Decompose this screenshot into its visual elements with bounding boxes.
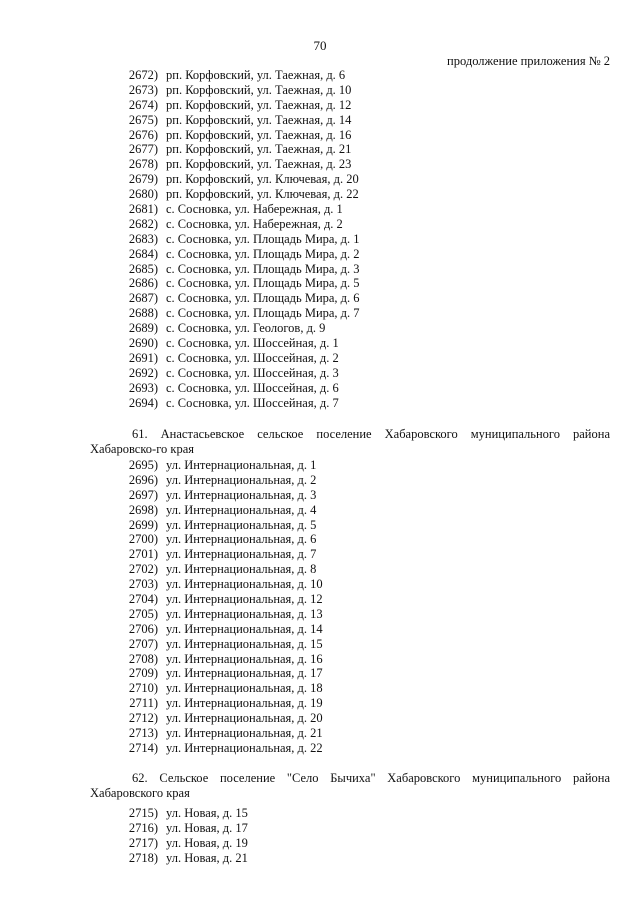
list-item: [90, 622, 323, 637]
list-item: [90, 321, 360, 336]
list-item: [90, 518, 323, 533]
list-item: [90, 113, 360, 128]
item-number: 2718): [128, 850, 158, 865]
appendix-continuation-note: продолжение приложения № 2: [447, 54, 610, 68]
item-number: 2703): [128, 577, 158, 592]
list-item: [90, 473, 323, 488]
item-address: рп. Корфовский, ул. Таежная, д. 14: [166, 112, 352, 127]
address-list-anastasyevskoe: [90, 458, 323, 756]
item-address: ул. Интернациональная, д. 12: [166, 592, 323, 607]
item-number: 2689): [128, 321, 158, 336]
item-number: 2717): [128, 835, 158, 850]
item-address: ул. Интернациональная, д. 21: [166, 726, 323, 741]
list-item: [90, 276, 360, 291]
list-item: [90, 366, 360, 381]
item-number: 2700): [128, 532, 158, 547]
item-number: 2688): [128, 306, 158, 321]
item-number: 2715): [128, 806, 158, 820]
list-item: [90, 851, 248, 866]
item-address: ул. Интернациональная, д. 18: [166, 681, 323, 696]
item-address: с. Сосновка, ул. Шоссейная, д. 2: [166, 350, 339, 365]
item-number: 2690): [128, 336, 158, 351]
item-number: 2678): [128, 157, 158, 172]
list-item: [90, 592, 323, 607]
list-item: [90, 217, 360, 232]
list-item: [90, 637, 323, 652]
item-address: ул. Интернациональная, д. 3: [166, 487, 317, 502]
list-item: [90, 202, 360, 217]
item-address: ул. Новая, д. 21: [166, 850, 248, 865]
item-address: ул. Интернациональная, д. 17: [166, 666, 323, 681]
item-address: рп. Корфовский, ул. Таежная, д. 23: [166, 157, 352, 172]
list-item: [90, 187, 360, 202]
item-number: 2682): [128, 216, 158, 231]
item-number: 2691): [128, 350, 158, 365]
item-address: ул. Новая, д. 15: [166, 806, 248, 820]
item-address: ул. Интернациональная, д. 7: [166, 547, 317, 562]
list-item: [90, 306, 360, 321]
list-item: [90, 458, 323, 473]
item-address: рп. Корфовский, ул. Ключевая, д. 20: [166, 172, 359, 187]
item-number: 2707): [128, 636, 158, 651]
item-number: 2704): [128, 592, 158, 607]
item-number: 2679): [128, 172, 158, 187]
item-address: ул. Интернациональная, д. 19: [166, 696, 323, 711]
section-heading-61: 61. Анастасьевское сельское поселение Хабаровского муниципального района Хабаровско-го края: [90, 427, 610, 456]
list-item: [90, 607, 323, 622]
list-item: [90, 503, 323, 518]
item-number: 2686): [128, 276, 158, 291]
item-number: 2695): [128, 458, 158, 472]
item-address: с. Сосновка, ул. Набережная, д. 1: [166, 202, 343, 217]
list-item: [90, 172, 360, 187]
item-number: 2672): [128, 68, 158, 82]
list-item: [90, 98, 360, 113]
item-address: с. Сосновка, ул. Площадь Мира, д. 7: [166, 306, 360, 321]
list-item: [90, 157, 360, 172]
item-number: 2713): [128, 726, 158, 741]
item-number: 2673): [128, 82, 158, 97]
item-address: ул. Новая, д. 19: [166, 835, 248, 850]
section-heading-62: 62. Сельское поселение "Село Бычиха" Хабаровского муниципального района Хабаровского края: [90, 771, 610, 800]
item-number: 2674): [128, 97, 158, 112]
list-item: [90, 726, 323, 741]
list-item: [90, 83, 360, 98]
list-item: [90, 836, 248, 851]
item-address: рп. Корфовский, ул. Ключевая, д. 22: [166, 187, 359, 202]
list-item: [90, 247, 360, 262]
item-number: 2708): [128, 651, 158, 666]
item-address: ул. Интернациональная, д. 14: [166, 621, 323, 636]
item-address: рп. Корфовский, ул. Таежная, д. 21: [166, 142, 352, 157]
list-item: [90, 577, 323, 592]
item-number: 2677): [128, 142, 158, 157]
item-address: рп. Корфовский, ул. Таежная, д. 16: [166, 127, 352, 142]
list-item: [90, 547, 323, 562]
item-number: 2694): [128, 395, 158, 410]
list-item: [90, 291, 360, 306]
item-address: рп. Корфовский, ул. Таежная, д. 6: [166, 68, 346, 82]
list-item: [90, 262, 360, 277]
item-address: рп. Корфовский, ул. Таежная, д. 10: [166, 82, 352, 97]
item-number: 2712): [128, 711, 158, 726]
item-number: 2675): [128, 112, 158, 127]
list-item: [90, 711, 323, 726]
item-address: ул. Интернациональная, д. 15: [166, 636, 323, 651]
item-address: с. Сосновка, ул. Шоссейная, д. 7: [166, 395, 339, 410]
item-address: с. Сосновка, ул. Площадь Мира, д. 2: [166, 246, 360, 261]
list-item: [90, 562, 323, 577]
item-address: ул. Интернациональная, д. 2: [166, 472, 317, 487]
list-item: [90, 128, 360, 143]
item-number: 2706): [128, 621, 158, 636]
item-number: 2709): [128, 666, 158, 681]
list-item: [90, 488, 323, 503]
item-number: 2696): [128, 472, 158, 487]
item-address: ул. Интернациональная, д. 13: [166, 606, 323, 621]
item-number: 2716): [128, 820, 158, 835]
item-number: 2683): [128, 231, 158, 246]
item-number: 2702): [128, 562, 158, 577]
list-item: [90, 351, 360, 366]
item-address: с. Сосновка, ул. Набережная, д. 2: [166, 216, 343, 231]
item-number: 2681): [128, 202, 158, 217]
item-address: ул. Интернациональная, д. 20: [166, 711, 323, 726]
list-item: [90, 681, 323, 696]
item-number: 2685): [128, 261, 158, 276]
item-number: 2692): [128, 365, 158, 380]
list-item: [90, 806, 248, 821]
item-number: 2714): [128, 740, 158, 755]
address-list-korfovsky-sosnovka: [90, 68, 360, 410]
list-item: [90, 68, 360, 83]
item-address: ул. Интернациональная, д. 5: [166, 517, 317, 532]
item-address: с. Сосновка, ул. Шоссейная, д. 3: [166, 365, 339, 380]
list-item: [90, 652, 323, 667]
item-number: 2684): [128, 246, 158, 261]
item-address: с. Сосновка, ул. Шоссейная, д. 6: [166, 380, 339, 395]
item-address: ул. Интернациональная, д. 6: [166, 532, 317, 547]
item-number: 2710): [128, 681, 158, 696]
item-number: 2693): [128, 380, 158, 395]
page-number: 70: [313, 38, 327, 53]
item-address: с. Сосновка, ул. Площадь Мира, д. 1: [166, 231, 360, 246]
item-address: с. Сосновка, ул. Шоссейная, д. 1: [166, 336, 339, 351]
item-address: рп. Корфовский, ул. Таежная, д. 12: [166, 97, 352, 112]
item-number: 2687): [128, 291, 158, 306]
item-number: 2705): [128, 606, 158, 621]
item-address: ул. Интернациональная, д. 10: [166, 577, 323, 592]
item-number: 2701): [128, 547, 158, 562]
list-item: [90, 336, 360, 351]
item-number: 2676): [128, 127, 158, 142]
address-list-bychikha: [90, 806, 248, 866]
item-number: 2699): [128, 517, 158, 532]
item-address: ул. Интернациональная, д. 22: [166, 740, 323, 755]
item-number: 2711): [129, 696, 158, 711]
list-item: [90, 142, 360, 157]
item-number: 2697): [128, 487, 158, 502]
item-address: с. Сосновка, ул. Площадь Мира, д. 5: [166, 276, 360, 291]
list-item: [90, 381, 360, 396]
item-address: с. Сосновка, ул. Геологов, д. 9: [166, 321, 326, 336]
item-address: ул. Интернациональная, д. 8: [166, 562, 317, 577]
list-item: [90, 741, 323, 756]
list-item: [90, 666, 323, 681]
item-address: ул. Интернациональная, д. 1: [166, 458, 317, 472]
item-number: 2698): [128, 502, 158, 517]
list-item: [90, 532, 323, 547]
list-item: [90, 696, 323, 711]
list-item: [90, 396, 360, 411]
list-item: [90, 232, 360, 247]
item-address: с. Сосновка, ул. Площадь Мира, д. 6: [166, 291, 360, 306]
item-address: с. Сосновка, ул. Площадь Мира, д. 3: [166, 261, 360, 276]
item-address: ул. Интернациональная, д. 16: [166, 651, 323, 666]
item-address: ул. Новая, д. 17: [166, 820, 248, 835]
list-item: [90, 821, 248, 836]
item-number: 2680): [128, 187, 158, 202]
item-address: ул. Интернациональная, д. 4: [166, 502, 317, 517]
